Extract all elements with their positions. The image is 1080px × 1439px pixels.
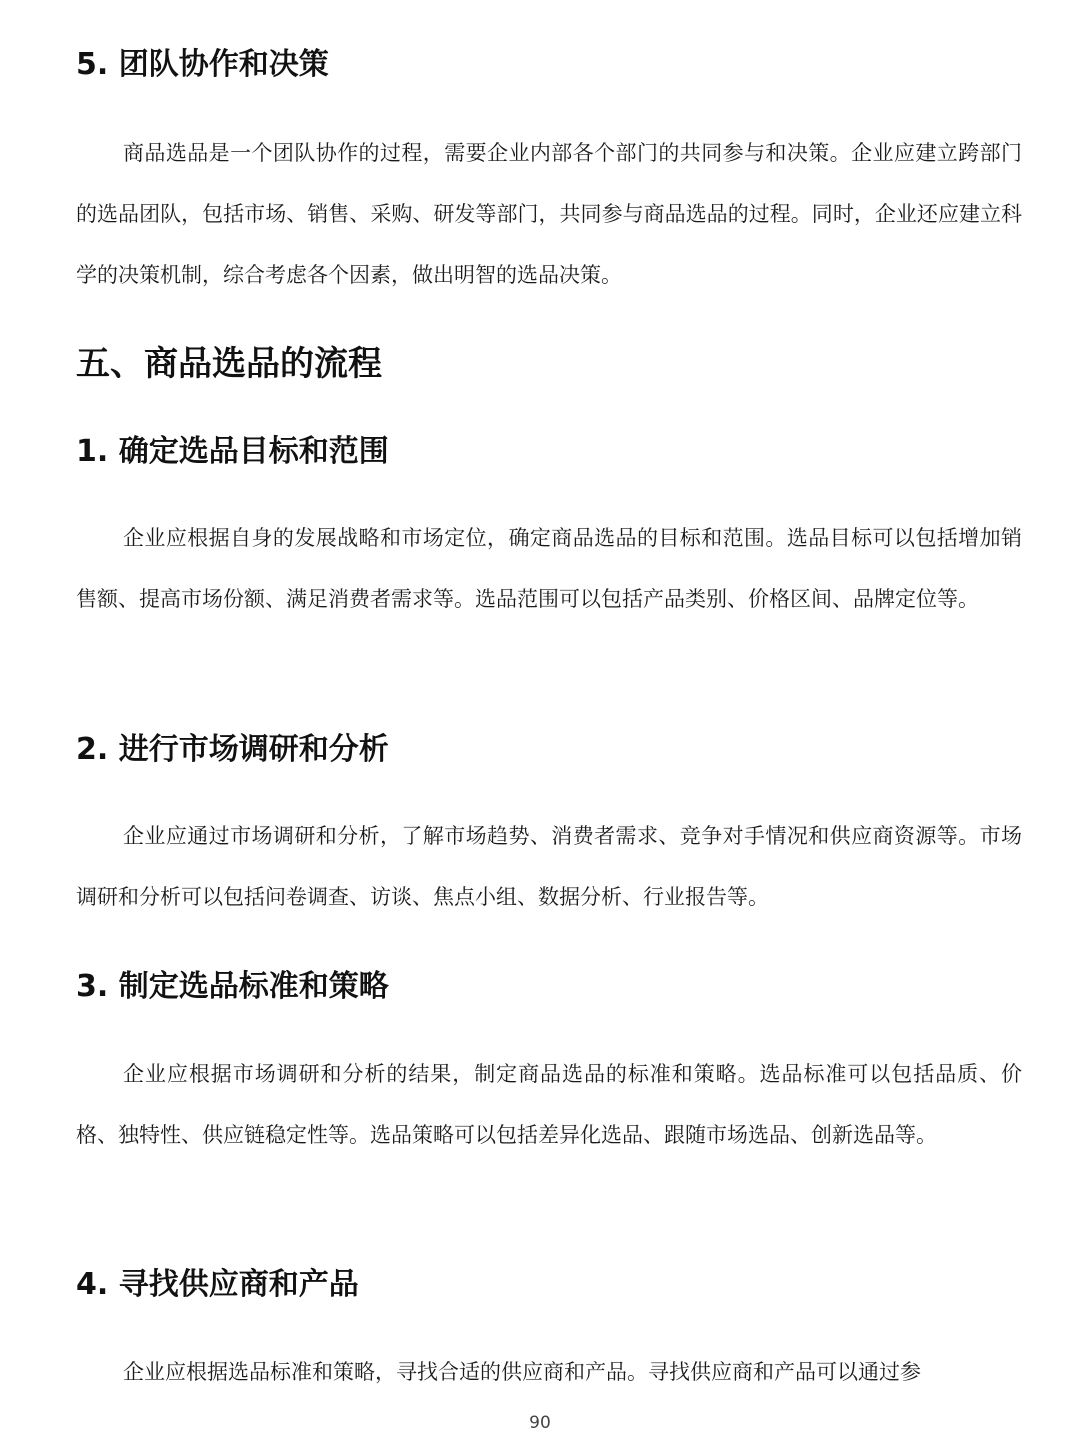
step-1-paragraph: 企业应根据自身的发展战略和市场定位，确定商品选品的目标和范围。选品目标可以包括增加销售额、提高市场份额、满足消费者需求等。选品范围可以包括产品类别、价格区间、品牌定位等。 [76,526,1022,611]
step-2-heading: 2. 进行市场调研和分析 [76,732,389,767]
step-3-paragraph: 企业应根据市场调研和分析的结果，制定商品选品的标准和策略。选品标准可以包括品质、价格、独特性、供应链稳定性等。选品策略可以包括差异化选品、跟随市场选品、创新选品等。 [76,1062,1022,1147]
section-5-heading: 5. 团队协作和决策 [76,47,329,82]
step-1-heading: 1. 确定选品目标和范围 [76,434,389,469]
step-4-paragraph: 企业应根据选品标准和策略，寻找合适的供应商和产品。寻找供应商和产品可以通过参 [123,1360,921,1384]
section-5-paragraph: 商品选品是一个团队协作的过程，需要企业内部各个部门的共同参与和决策。企业应建立跨部门的选品团队，包括市场、销售、采购、研发等部门，共同参与商品选品的过程。同时，企业还应建立科学的决策机制，综合考虑各个因素，做出明智的选品决策。 [76,141,1022,287]
step-3-heading: 3. 制定选品标准和策略 [76,969,389,1004]
page-number: 90 [529,1413,551,1433]
chapter-heading: 五、商品选品的流程 [76,344,382,384]
step-4-heading: 4. 寻找供应商和产品 [76,1267,359,1302]
step-2-paragraph: 企业应通过市场调研和分析，了解市场趋势、消费者需求、竞争对手情况和供应商资源等。市场调研和分析可以包括问卷调查、访谈、焦点小组、数据分析、行业报告等。 [76,824,1022,909]
